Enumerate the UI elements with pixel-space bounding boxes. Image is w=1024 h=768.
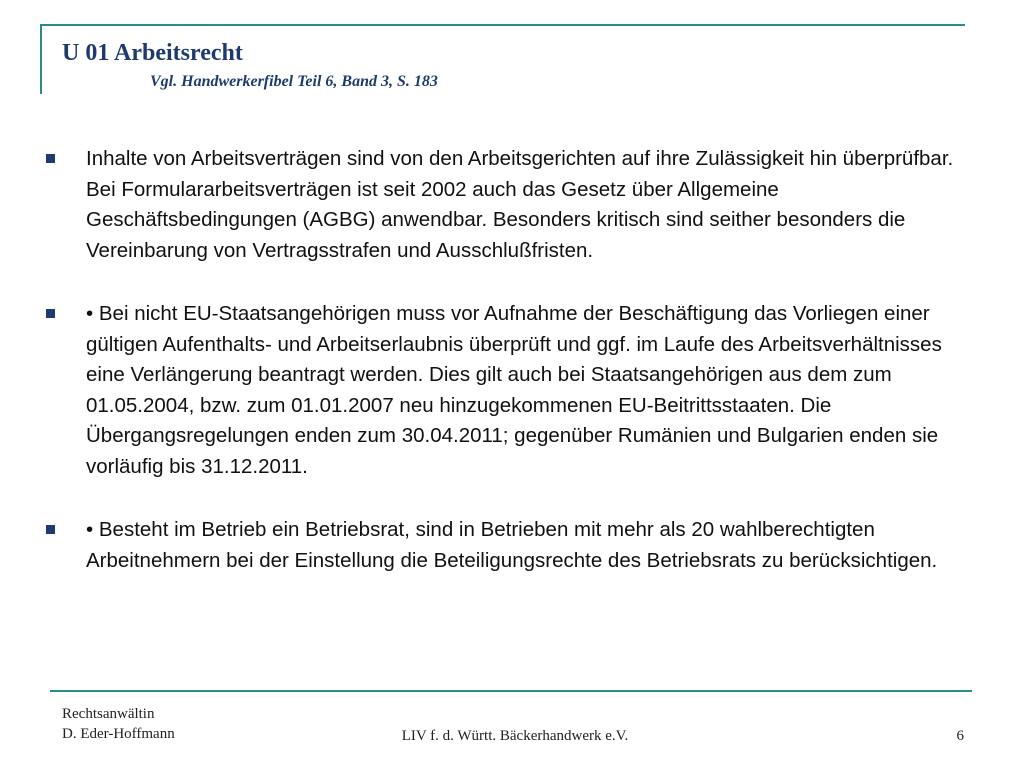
square-bullet-icon bbox=[46, 309, 55, 318]
page-number: 6 bbox=[956, 728, 964, 744]
footer-organization: LIV f. d. Württ. Bäckerhandwerk e.V. bbox=[401, 728, 629, 744]
bullet-list bbox=[44, 144, 964, 576]
bullet-item bbox=[44, 515, 964, 576]
square-bullet-icon bbox=[46, 525, 55, 534]
bullet-text: Inhalte von Arbeitsverträgen sind von den Arbeitsgerichten auf ihre Zulässigkeit hin überprüfbar. Bei Formulararbeitsverträgen ist seit 2002 auch das Gesetz über Allgemeine Geschäftsbedingungen (AGBG) anwendbar. Besonders kritisch sind seither besonders die Vereinbarung von Vertragsstrafen und Ausschlußfristen. bbox=[86, 147, 954, 262]
bullet-item bbox=[44, 299, 964, 482]
title-rule-left bbox=[40, 24, 42, 94]
footer-author-line2: D. Eder-Hoffmann bbox=[62, 726, 175, 742]
footer-author-line1: Rechtsanwältin bbox=[62, 706, 155, 722]
slide-title: U 01 Arbeitsrecht bbox=[62, 40, 243, 66]
bullet-item bbox=[44, 144, 964, 266]
bullet-text: • Bei nicht EU-Staatsangehörigen muss vor Aufnahme der Beschäftigung das Vorliegen einer gültigen Aufenthalts- und Arbeitserlaubnis überprüft und ggf. im Laufe des Arbeitsverhältnisses eine Verlängerung beantragt werden. Dies gilt auch bei Staatsangehörigen aus dem zum 01.05.2004, bzw. zum 01.01.2007 neu hinzugekommenen EU-Beitrittsstaaten. Die Übergangsregelungen enden zum 30.04.2011; gegenüber Rumänien und Bulgarien enden sie vorläufig bis 31.12.2011. bbox=[86, 302, 942, 478]
bullet-text: • Besteht im Betrieb ein Betriebsrat, sind in Betrieben mit mehr als 20 wahlberechtigten Arbeitnehmern bei der Einstellung die Beteiligungsrechte des Betriebsrats zu berücksichtigen. bbox=[86, 518, 938, 572]
footer-author bbox=[62, 704, 175, 744]
footer-rule bbox=[50, 690, 972, 692]
title-rule-top bbox=[42, 24, 965, 26]
slide-subtitle: Vgl. Handwerkerfibel Teil 6, Band 3, S. 183 bbox=[150, 73, 438, 90]
square-bullet-icon bbox=[46, 154, 55, 163]
